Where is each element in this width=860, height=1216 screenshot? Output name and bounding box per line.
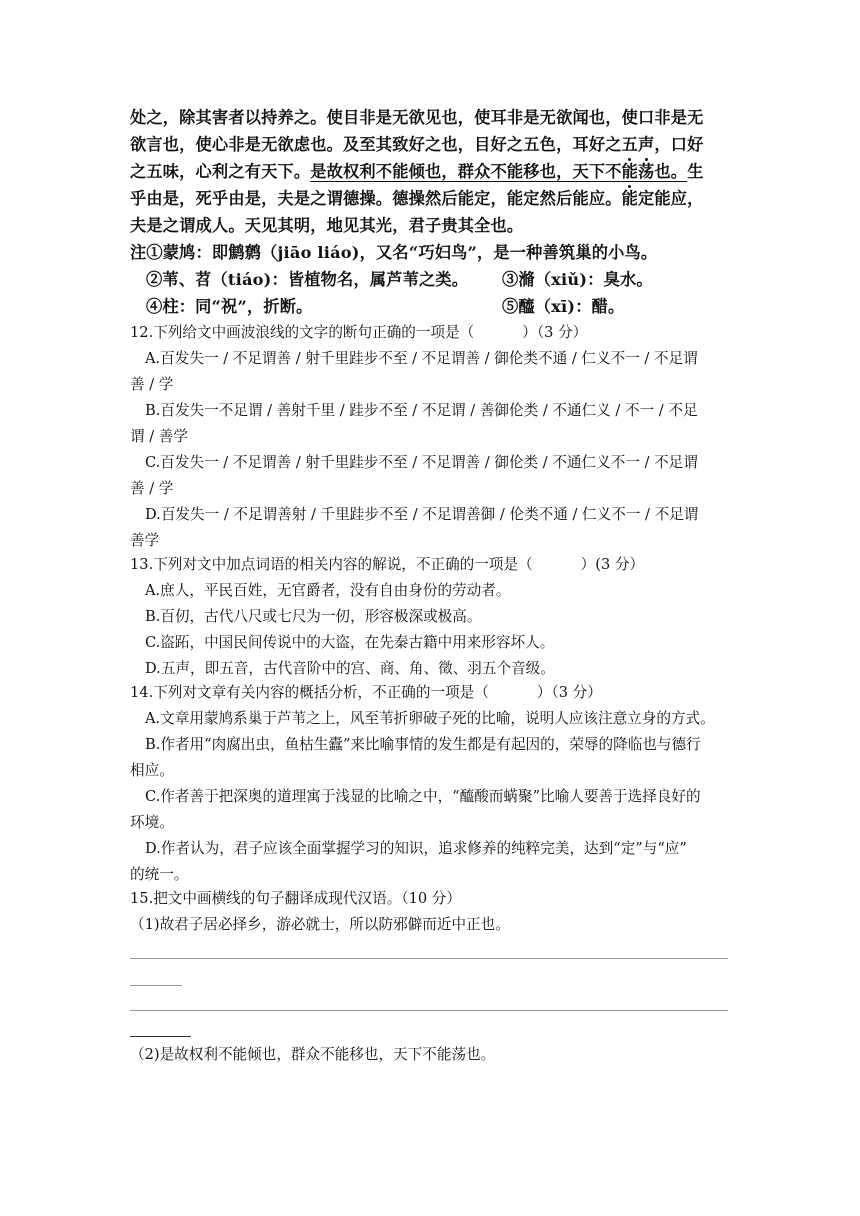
- emphasis-dot-char: 声: [638, 132, 654, 158]
- answer-line[interactable]: [130, 1036, 191, 1037]
- q15-sentence-1: （1)故君子居必择乡，游必就士，所以防邪僻而近中正也。: [130, 916, 510, 933]
- question-score: ）(3 分）: [580, 556, 645, 573]
- answer-line[interactable]: [130, 1010, 728, 1011]
- q12-option-c-cont: 善 / 学: [130, 480, 174, 497]
- note-3: ③滫（xiǔ)：臭水。: [502, 270, 653, 289]
- question-score: ）（3 分）: [522, 324, 588, 341]
- q14-option-c-cont: 环境。: [130, 814, 174, 831]
- question-14-stem: [130, 680, 602, 706]
- q14-option-a: A.文章用蒙鸠系巢于芦苇之上，风至苇折卵破子死的比喻，说明人应该注意立身的方式。: [145, 710, 715, 727]
- q14-option-c: C.作者善于把深奥的道理寓于浅显的比喻之中，“醯酸而蜹聚”比喻人要善于选择良好的: [145, 788, 701, 805]
- q12-option-b: B.百发失一不足谓 / 善射千里 / 跬步不至 / 不足谓 / 善御伦类 / 不通仁义 / 不一 / 不足: [145, 402, 698, 419]
- answer-line[interactable]: [130, 958, 728, 959]
- note-2: ②苇、苕（tiáo)：皆植物名，属芦苇之类。: [146, 270, 469, 289]
- q14-option-d: D.作者认为，君子应该全面掌握学习的知识，追求修养的纯粹完美，达到“定”与“应”: [145, 840, 687, 857]
- underlined-sentence: 荡也。: [638, 162, 688, 181]
- answer-line[interactable]: [130, 985, 182, 986]
- passage-text: 生: [687, 162, 704, 181]
- passage-text: ，口好: [654, 135, 704, 154]
- q12-option-a-cont: 善 / 学: [130, 376, 174, 393]
- question-15-stem: 15.把文中画横线的句子翻译成现代汉语。（10 分）: [130, 890, 461, 907]
- q13-option-c: C.盗跖，中国民间传说中的大盗，在先秦古籍中用来形容坏人。: [145, 634, 555, 651]
- passage-line-5: 夫是之谓成人。天见其明，地见其光，君子贵其全也。: [130, 216, 524, 235]
- emphasis-dot-char: 能: [622, 159, 638, 185]
- q12-option-d: D.百发失一 / 不足谓善射 / 千里跬步不至 / 不足谓善御 / 伦类不通 / 仁义不一 / 不足谓: [145, 506, 699, 523]
- q15-sentence-2: （2)是故权利不能倾也，群众不能移也，天下不能荡也。: [130, 1046, 496, 1063]
- q12-option-d-cont: 善学: [130, 532, 160, 549]
- question-score: ）（3 分）: [536, 684, 602, 701]
- passage-line-2: [130, 132, 704, 158]
- question-stem-text: 13.下列对文中加点词语的相关内容的解说，不正确的一项是（: [130, 556, 533, 573]
- q12-option-b-cont: 谓 / 善学: [130, 428, 188, 445]
- question-13-stem: [130, 552, 644, 578]
- question-stem-text: 12.下列给文中画波浪线的文字的断句正确的一项是（: [130, 324, 475, 341]
- passage-line-3: [130, 159, 704, 185]
- passage-line-1: 处之，除其害者以持养之。使目非是无欲见也，使耳非是无欲闻也，使口非是无: [130, 108, 704, 127]
- q12-option-c: C.百发失一 / 不足谓善 / 射千里跬步不至 / 不足谓善 / 御伦类 / 不通仁义不一 / 不足谓: [145, 454, 698, 471]
- q14-option-b: B.作者用“肉腐出虫，鱼枯生蠹”来比喻事情的发生都是有起因的，荣辱的降临也与德行: [145, 736, 701, 753]
- note-4: ④柱：同“祝”，折断。: [146, 297, 313, 316]
- passage-text: 欲言也，使心非是无欲虑也。及至其致好之也，目好之五色，耳好之: [130, 135, 622, 154]
- q13-option-b: B.百仞，古代八尺或七尺为一仞，形容极深或极高。: [145, 608, 482, 625]
- q13-option-d: D.五声，即五音，古代音阶中的宫、商、角、徵、羽五个音级。: [145, 660, 555, 677]
- note-1: 注①蒙鸠：即鹪鹩（jiāo liáo)，又名“巧妇鸟”，是一种善筑巢的小鸟。: [130, 243, 658, 262]
- underlined-sentence: 是故权利不能倾也，群众不能移也，天下不: [310, 162, 622, 181]
- note-5: ⑤醯（xī)：醋。: [502, 297, 625, 316]
- emphasis-dot-char: 五: [622, 132, 638, 158]
- passage-line-4: 乎由是，死乎由是，夫是之谓德操。德操然后能定，能定然后能应。能定能应，: [130, 189, 704, 208]
- q14-option-b-cont: 相应。: [130, 762, 174, 779]
- q13-option-a: A.庶人，平民百姓，无官爵者，没有自由身份的劳动者。: [145, 582, 511, 599]
- q14-option-d-cont: 的统一。: [130, 866, 189, 883]
- q12-option-a: A.百发失一 / 不足谓善 / 射千里跬步不至 / 不足谓善 / 御伦类不通 / 仁义不一 / 不足谓: [145, 350, 698, 367]
- question-12-stem: [130, 320, 587, 346]
- passage-text: 之五味，心利之有天下。: [130, 162, 311, 181]
- question-stem-text: 14.下列对文章有关内容的概括分析，不正确的一项是（: [130, 684, 489, 701]
